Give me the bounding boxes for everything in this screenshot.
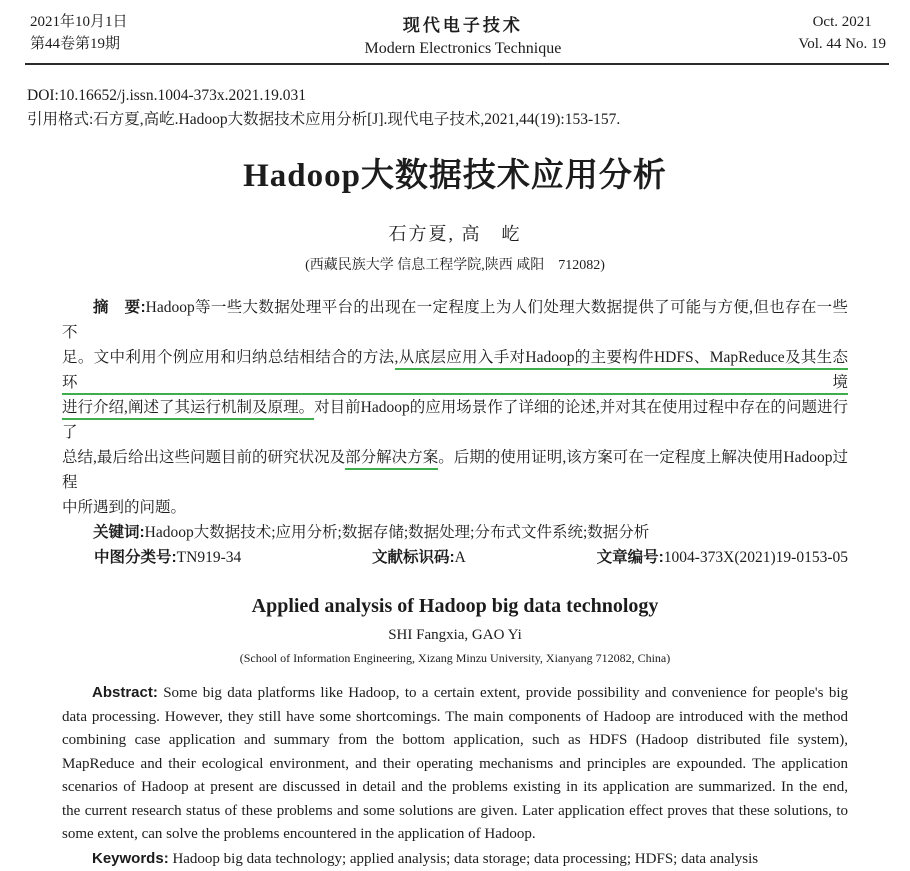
journal-masthead [128,11,799,58]
journal-date-en: Oct. 2021 [798,11,886,33]
abstract-en-line-5: scenarios of Hadoop at present are discussed in detail and the problems existing in its application are summarized. In the end, [62,776,848,800]
journal-volume-cn: 第44卷第19期 [30,33,128,55]
abstract-cn-line-1: 摘 要:Hadoop等一些大数据处理平台的出现在一定程度上为人们处理大数据提供了可能与方便,但也存在一些不 [62,295,848,345]
journal-volume-en: Vol. 44 No. 19 [798,33,886,55]
abstract-cn-line-2: 足。文中利用个例应用和归纳总结相结合的方法,从底层应用入手对Hadoop的主要构件HDFS、MapReduce及其生态环境 [62,345,848,395]
abstract-en-line-2: data processing. However, they still have some shortcomings. The main components of Hadoop are introduced with the method [62,706,848,730]
abstract-en-line-7: some extent, can solve the problems encountered in the application of Hadoop. [62,823,848,847]
authors-en: SHI Fangxia, GAO Yi [0,627,910,644]
doi-line: DOI:10.16652/j.issn.1004-373x.2021.19.031 [27,84,880,108]
abstract-en-line-3: combining case application and summary from the bottom application, such as HDFS (Hadoop distributed file system), [62,729,848,753]
abstract-cn-line-4: 总结,最后给出这些问题目前的研究状况及部分解决方案。后期的使用证明,该方案可在一定程度上解决使用Hadoop过程 [62,445,848,495]
header-divider [25,63,889,65]
document-code: 文献标识码:A [372,545,466,570]
keywords-cn: 关键词:Hadoop大数据技术;应用分析;数据存储;数据处理;分布式文件系统;数据分析 [62,520,848,545]
paper-title-en: Applied analysis of Hadoop big data technology [0,595,910,618]
citation-line: 引用格式:石方夏,高屹.Hadoop大数据技术应用分析[J].现代电子技术,2021,44(19):153-157. [27,108,880,132]
abstract-en-line-4: MapReduce and their ecological environment, and their operating mechanisms and principles are expounded. The application [62,753,848,777]
affiliation-cn: (西藏民族大学 信息工程学院,陕西 咸阳 712082) [0,254,910,274]
keywords-en: Keywords: Hadoop big data technology; applied analysis; data storage; data processing; HDFS; data analysis [62,847,848,871]
abstract-cn-line-3: 进行介绍,阐述了其运行机制及原理。对目前Hadoop的应用场景作了详细的论述,并对其在使用过程中存在的问题进行了 [62,395,848,445]
paper-title-cn: Hadoop大数据技术应用分析 [0,157,910,195]
journal-title-cn: 现代电子技术 [128,11,799,36]
journal-issue-info-en [798,11,886,55]
journal-title-en: Modern Electronics Technique [128,40,799,58]
abstract-cn [62,295,848,545]
classification-row [62,545,848,570]
affiliation-en: (School of Information Engineering, Xizang Minzu University, Xianyang 712082, China) [0,651,910,666]
article-number: 文章编号:1004-373X(2021)19-0153-05 [597,545,848,570]
journal-issue-info-cn [30,11,128,55]
abstract-cn-line-5: 中所遇到的问题。 [62,495,848,520]
journal-header [0,0,910,58]
abstract-en-line-6: the current research status of these problems and some solutions are given. Later application effect proves that these solutions, to [62,800,848,824]
abstract-en [62,681,848,871]
journal-date-cn: 2021年10月1日 [30,11,128,33]
abstract-en-line-1: Abstract: Some big data platforms like Hadoop, to a certain extent, provide possibility and convenience for people's big [62,681,848,706]
article-meta [27,84,880,132]
clc-number: 中图分类号:TN919-34 [94,545,241,570]
authors-cn: 石方夏, 高 屹 [0,220,910,246]
